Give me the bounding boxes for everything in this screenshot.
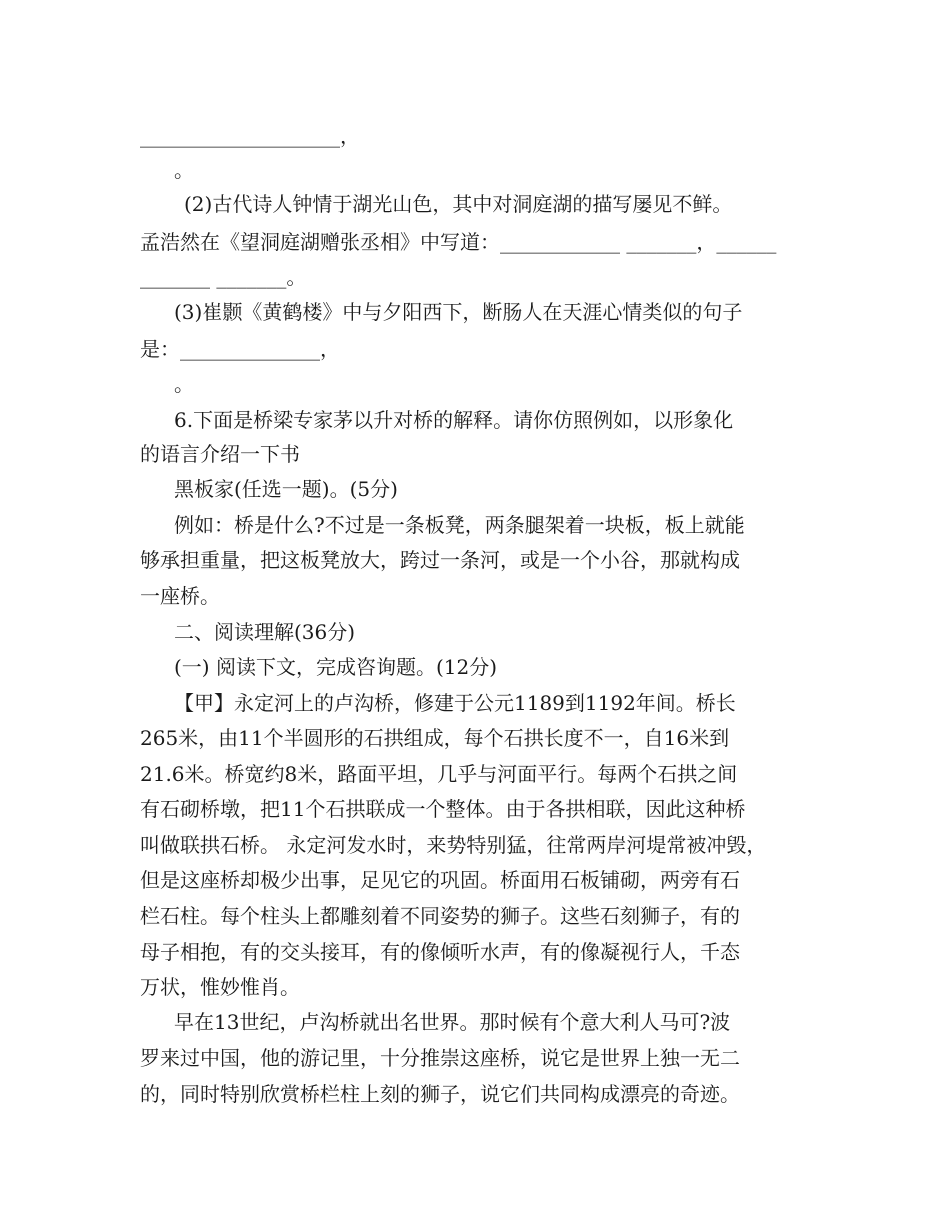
period-line: 。 [174, 372, 194, 396]
paragraph-line: 母子相抱，有的交头接耳，有的像倾听水声，有的像凝视行人，千态 [140, 940, 740, 964]
paragraph-line: 的，同时特别欣赏桥栏柱上刻的狮子，说它们共同构成漂亮的奇迹。 [140, 1082, 740, 1106]
question-2-line: (2)古代诗人钟情于湖光山色，其中对洞庭湖的描写屡见不鲜。 [184, 192, 733, 216]
section-heading: 二、阅读理解(36分) [174, 620, 356, 644]
paragraph-line: 265米，由11个半圆形的石拱组成，每个石拱长度不一，自16米到 [140, 726, 730, 750]
paragraph-line: 栏石柱。每个柱头上都雕刻着不同姿势的狮子。这些石刻狮子，有的 [140, 904, 740, 928]
question-2-line: _______ _______。 [140, 265, 307, 289]
example-line: 一座桥。 [140, 584, 220, 608]
question-2-line: 孟浩然在《望洞庭湖赠张丞相》中写道：____________ _______，______ [140, 230, 777, 254]
question-3-line: (3)崔颢《黄鹤楼》中与夕阳西下，断肠人在天涯心情类似的句子 [174, 300, 743, 324]
paragraph-line: 有石砌桥墩，把11个石拱联成一个整体。由于各拱相联，因此这种桥 [140, 797, 746, 821]
question-6-line: 的语言介绍一下书 [140, 442, 300, 466]
paragraph-line: 但是这座桥却极少出事，足见它的巩固。桥面用石板铺砌，两旁有石 [140, 868, 740, 892]
subsection-heading: (一) 阅读下文，完成咨询题。(12分) [174, 655, 498, 679]
question-6-line: 黑板家(任选一题)。(5分) [174, 477, 398, 501]
paragraph-line: 早在13世纪，卢沟桥就出名世界。那时候有个意大利人马可?波 [174, 1010, 731, 1034]
blank-line: ____________________， [140, 124, 360, 148]
paragraph-line: 21.6米。桥宽约8米，路面平坦，几乎与河面平行。每两个石拱之间 [140, 762, 738, 786]
example-line: 够承担重量，把这板凳放大，跨过一条河，或是一个小谷，那就构成 [140, 548, 740, 572]
paragraph-line: 万状，惟妙惟肖。 [140, 975, 300, 999]
question-6-line: 6.下面是桥梁专家茅以升对桥的解释。请你仿照例如，以形象化 [174, 408, 734, 432]
paragraph-line: 罗来过中国，他的游记里，十分推崇这座桥，说它是世界上独一无二 [140, 1046, 740, 1070]
question-3-line: 是：______________， [140, 337, 340, 361]
period-line: 。 [174, 158, 194, 182]
paragraph-line: 叫做联拱石桥。 永定河发水时，来势特别猛，往常两岸河堤常被冲毁， [140, 833, 767, 857]
paragraph-line: 【甲】永定河上的卢沟桥，修建于公元1189到1192年间。桥长 [174, 691, 736, 715]
example-line: 例如：桥是什么?不过是一条板凳，两条腿架着一块板，板上就能 [174, 513, 745, 537]
